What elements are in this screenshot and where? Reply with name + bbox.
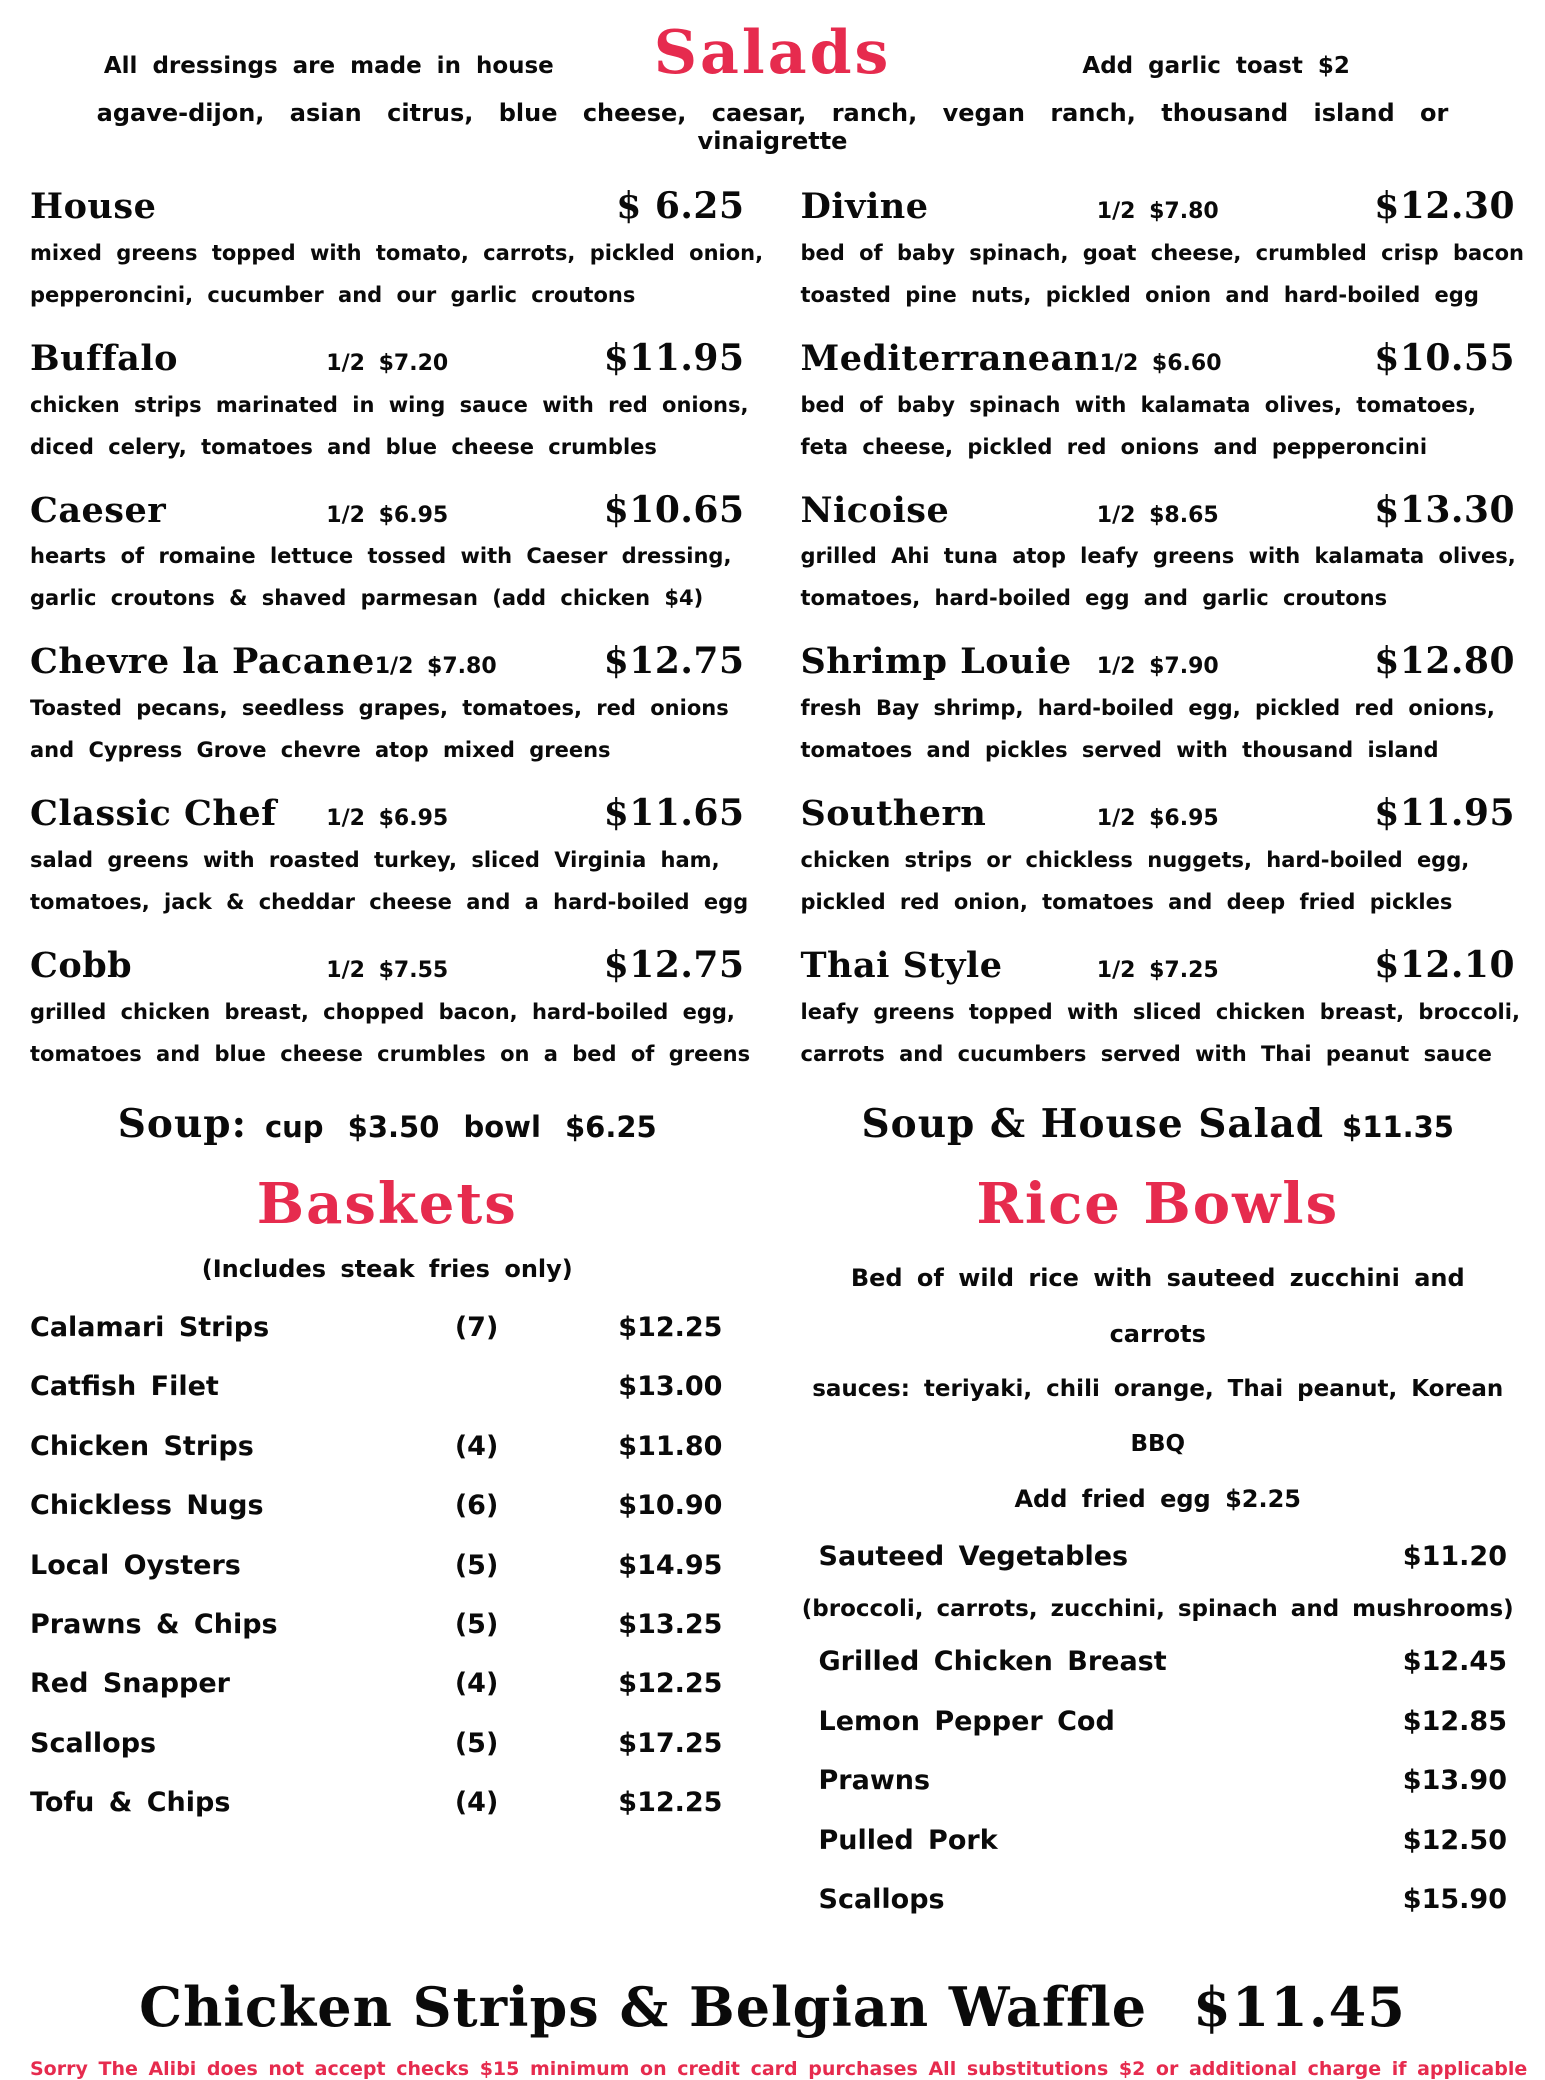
item-price: $11.65 [603,792,745,834]
special-item-name: Chicken Strips & Belgian Waffle [139,1975,1148,2040]
item-name: Nicoise [800,489,950,531]
item-description-line: Toasted pecans, seedless grapes, tomatoes, red onions [30,696,729,720]
item-name: House [30,186,157,227]
item-description-line: carrots and cucumbers served with Thai peanut sauce [800,1041,1492,1066]
item-description-line: leafy greens topped with sliced chicken breast, broccoli, [800,999,1520,1024]
rice-bowls-intro: Bed of wild rice with sauteed zucchini and carrots [850,1263,1465,1349]
basket-item [30,1654,745,1713]
soup-salad-price: $11.35 [1342,1109,1454,1144]
item-name: Shrimp Louie [800,641,1072,683]
basket-item-price: $12.25 [618,1668,723,1700]
dressings-list: agave-dijon, asian citrus, blue cheese, caesar, ranch, vegan ranch, thousand island or vinaigrette [96,99,1449,155]
menu-item-southern [801,792,1516,923]
item-price: $11.95 [603,336,745,379]
basket-item-name: Scallops [30,1727,157,1759]
basket-item [30,1417,745,1476]
menu-item-chevre-la-pacane [30,640,745,771]
item-half-price: 1/2 $7.20 [326,350,449,376]
basket-item [30,1298,745,1357]
rice-bowl-item [801,1692,1516,1751]
basket-item [30,1536,745,1595]
item-description-line: feta cheese, pickled red onions and pepperoncini [800,434,1428,459]
item-description-line: tomatoes and blue cheese crumbles on a bed of greens [30,1041,751,1066]
basket-item [30,1595,745,1654]
dressings-note: All dressings are made in house [103,53,554,79]
item-description-line: mixed greens topped with tomato, carrots, pickled onion, [30,240,764,265]
rice-bowl-item [801,1751,1516,1810]
basket-item-name: Local Oysters [30,1549,241,1581]
item-half-price: 1/2 $6.60 [1099,350,1222,376]
menu-item-divine [800,185,1524,316]
rice-bowl-item-price: $12.50 [1402,1824,1507,1856]
item-half-price: 1/2 $7.90 [1096,654,1219,680]
soup-prices: cup $3.50 bowl $6.25 [264,1109,657,1144]
rice-bowl-item [801,1632,1516,1691]
rice-bowl-item-name: Prawns [818,1765,931,1797]
menu-header [30,18,1515,88]
rice-bowl-item-name: Pulled Pork [818,1824,998,1856]
item-price: $12.30 [1374,185,1515,227]
menu-item-house [30,185,764,316]
item-name: Divine [800,186,929,227]
menu-item-thai-style [800,943,1520,1075]
basket-item-price: $10.90 [618,1490,723,1522]
item-half-price: 1/2 $7.80 [374,654,497,680]
item-name: Cobb [30,944,133,986]
item-half-price: 1/2 $8.65 [1096,502,1219,528]
item-description-line: pepperoncini, cucumber and our garlic croutons [30,282,636,307]
item-half-price: 1/2 $7.80 [1096,199,1219,224]
item-name: Chevre la Pacane [30,641,375,683]
item-name: Southern [800,793,987,834]
soup-pricing [30,1101,745,1157]
item-price: $10.55 [1374,336,1515,379]
item-price: $12.75 [603,943,745,986]
item-description-line: tomatoes, hard-boiled egg and garlic croutons [800,586,1388,611]
item-half-price: 1/2 $7.55 [326,957,449,983]
rice-bowl-item-price: $13.90 [1402,1765,1507,1797]
baskets-section-title: Baskets [256,1170,518,1237]
basket-item-name: Chicken Strips [30,1430,254,1462]
basket-item-name: Chickless Nugs [30,1490,264,1522]
item-description-line: chicken strips or chickless nuggets, hard-boiled egg, [800,847,1470,872]
rice-bowl-item [801,1527,1516,1586]
salads-section-title: Salads [653,18,892,88]
basket-item-name: Red Snapper [30,1668,230,1700]
item-price: $12.10 [1374,943,1515,986]
item-description-line: chicken strips marinated in wing sauce with red onions, [30,392,749,417]
item-description-line: garlic croutons & shaved parmesan (add chicken $4) [30,586,704,611]
garlic-toast-note: Add garlic toast $2 [1082,53,1350,79]
item-description-line: tomatoes, jack & cheddar cheese and a hard-boiled egg [30,889,749,914]
rice-bowls-section-title: Rice Bowls [976,1170,1340,1237]
menu-item-nicoise [801,489,1516,620]
basket-item-count: (5) [454,1549,499,1581]
rice-bowl-item [801,1870,1516,1929]
basket-item-count: (4) [454,1668,499,1700]
baskets-list [30,1298,745,1833]
special-item [30,1975,1515,2040]
item-price: $10.65 [603,488,745,531]
item-half-price: 1/2 $6.95 [326,806,449,831]
item-half-price: 1/2 $6.95 [1096,806,1219,831]
basket-item-name: Tofu & Chips [30,1787,231,1819]
item-description-line: grilled Ahi tuna atop leafy greens with kalamata olives, [800,544,1516,569]
salads-section [30,185,1524,1929]
basket-item-count: (5) [454,1727,499,1759]
special-item-price: $11.45 [1193,1975,1406,2040]
basket-item-price: $12.25 [618,1787,723,1819]
item-description-line: fresh Bay shrimp, hard-boiled egg, pickled red onions, [800,696,1495,720]
rice-bowl-item-name: Sauteed Vegetables [818,1540,1129,1572]
menu-item-buffalo [30,336,749,468]
basket-item [30,1357,745,1416]
disclaimer-text: Sorry The Alibi does not accept checks $15 minimum on credit card purchases All substitutions $2 or additional charge if applicable [30,2058,1528,2080]
menu-item-mediterranean [801,337,1516,468]
item-description-line: hearts of romaine lettuce tossed with Caeser dressing, [30,544,732,569]
basket-item [30,1714,745,1773]
item-description-line: toasted pine nuts, pickled onion and hard-boiled egg [800,282,1479,307]
item-price: $12.80 [1374,640,1515,683]
rice-bowl-item [801,1811,1516,1870]
basket-item-price: $11.80 [618,1430,723,1462]
item-description-line: salad greens with roasted turkey, sliced Virginia ham, [30,847,720,872]
rice-bowl-item-price: $12.45 [1402,1646,1507,1678]
basket-item-count: (4) [454,1787,499,1819]
basket-item-count: (6) [454,1490,499,1522]
basket-item [30,1773,745,1832]
soup-label: Soup: [117,1100,247,1147]
soup-and-salad-pricing [801,1101,1516,1157]
basket-item-name: Catfish Filet [30,1371,219,1403]
vegetables-note: (broccoli, carrots, zucchini, spinach and mushrooms) [801,1596,1514,1623]
item-description-line: tomatoes and pickles served with thousand island [800,738,1439,762]
basket-item-price: $14.95 [618,1549,723,1581]
basket-item-price: $12.25 [618,1312,723,1344]
item-description-line: bed of baby spinach, goat cheese, crumbled crisp bacon [800,240,1524,265]
rice-bowls-sauces: sauces: teriyaki, chili orange, Thai peanut, Korean BBQ [812,1376,1504,1457]
menu-item-classic-chef [30,792,749,923]
basket-item-name: Prawns & Chips [30,1609,278,1641]
rice-bowl-item-name: Lemon Pepper Cod [818,1705,1115,1737]
item-name: Thai Style [800,944,1003,986]
item-price: $13.30 [1374,488,1515,531]
rice-bowls-egg-note: Add fried egg $2.25 [1014,1484,1301,1513]
rice-bowl-item-name: Grilled Chicken Breast [818,1646,1167,1678]
menu-item-caeser [30,489,745,620]
basket-item-count: (4) [454,1430,499,1462]
item-description-line: grilled chicken breast, chopped bacon, hard-boiled egg, [30,999,735,1024]
basket-item-name: Calamari Strips [30,1312,270,1344]
item-price: $ 6.25 [616,185,745,227]
item-half-price: 1/2 $6.95 [326,502,449,528]
basket-item-price: $13.00 [618,1371,723,1403]
rice-bowl-item-name: Scallops [818,1883,945,1915]
item-half-price: 1/2 $7.25 [1096,957,1219,983]
menu-item-shrimp-louie [801,640,1516,771]
basket-item-count: (5) [454,1609,499,1641]
right-column [800,185,1524,1929]
basket-item [30,1476,745,1535]
rice-bowl-item-price: $11.20 [1402,1540,1507,1572]
basket-item-price: $17.25 [618,1727,723,1759]
item-price: $11.95 [1374,792,1515,834]
item-name: Mediterranean [800,337,1100,379]
item-description-line: bed of baby spinach with kalamata olives, tomatoes, [800,392,1477,417]
item-description-line: diced celery, tomatoes and blue cheese crumbles [30,434,657,459]
item-name: Classic Chef [30,793,277,834]
item-description-line: and Cypress Grove chevre atop mixed greens [30,738,611,762]
item-name: Caeser [30,489,167,531]
menu-item-cobb [30,943,751,1075]
item-name: Buffalo [30,337,178,379]
soup-salad-label: Soup & House Salad [861,1100,1325,1147]
rice-bowl-item-price: $15.90 [1402,1883,1507,1915]
baskets-note: (Includes steak fries only) [201,1254,573,1283]
basket-item-count: (7) [454,1312,499,1344]
left-column [30,185,764,1929]
basket-item-price: $13.25 [618,1609,723,1641]
rice-bowls-list [801,1527,1516,1929]
item-price: $12.75 [603,640,745,683]
item-description-line: pickled red onion, tomatoes and deep fried pickles [800,889,1453,914]
rice-bowl-item-price: $12.85 [1402,1705,1507,1737]
